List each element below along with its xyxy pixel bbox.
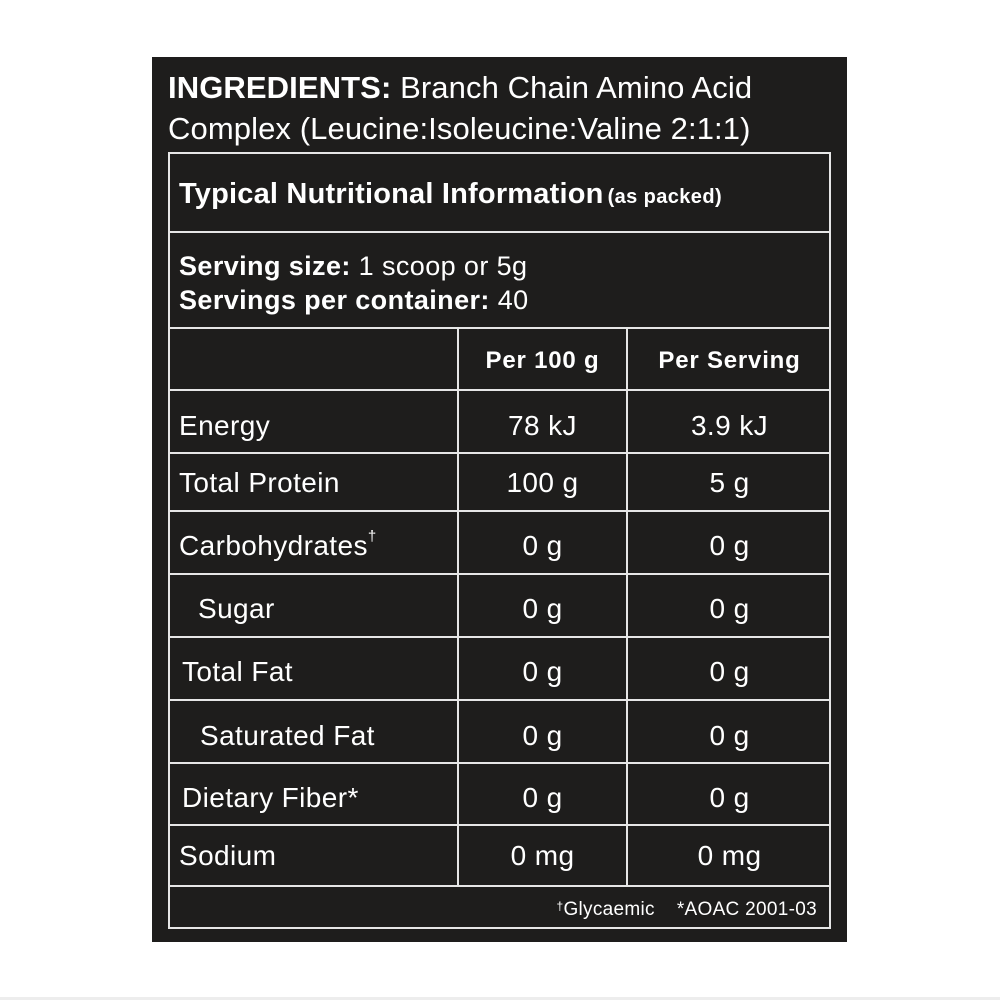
divider-heading — [170, 231, 829, 233]
servings-per-container-line — [179, 283, 529, 317]
footnote-dagger: † — [556, 899, 564, 913]
row-divider — [170, 573, 829, 575]
column-header-per-100g: Per 100 g — [485, 347, 600, 374]
row-divider — [170, 699, 829, 701]
row-per100-sugar: 0 g — [522, 593, 563, 624]
glycaemic-mark: † — [367, 528, 377, 545]
footnotes — [556, 899, 817, 921]
row-per100-total-fat: 0 g — [522, 656, 563, 687]
divider-column-header — [170, 389, 829, 391]
row-serving-energy: 3.9 kJ — [690, 410, 769, 441]
row-per100-total-protein: 100 g — [506, 467, 579, 498]
row-per100-sodium: 0 mg — [510, 840, 575, 871]
row-divider — [170, 824, 829, 826]
row-serving-total-protein: 5 g — [709, 467, 750, 498]
footnote-glycaemic: Glycaemic — [563, 899, 655, 920]
servings-per-container-value: 40 — [489, 285, 529, 315]
row-serving-sodium: 0 mg — [697, 840, 762, 871]
servings-per-container-label: Servings per container: — [179, 285, 490, 315]
row-divider — [170, 452, 829, 454]
serving-info — [179, 249, 529, 317]
nutrition-label — [152, 57, 847, 942]
row-name-sodium: Sodium — [179, 840, 277, 871]
row-per100-dietary-fiber: 0 g — [522, 782, 563, 813]
row-serving-sugar: 0 g — [709, 593, 750, 624]
row-divider — [170, 762, 829, 764]
serving-size-value: 1 scoop or 5g — [350, 251, 528, 281]
serving-size-line — [179, 249, 529, 283]
panel-heading-note: (as packed) — [607, 186, 723, 208]
ingredients-title: INGREDIENTS: — [168, 70, 392, 105]
ingredients-statement — [168, 67, 838, 149]
row-per100-saturated-fat: 0 g — [522, 720, 563, 751]
ingredients-text: Branch Chain Amino Acid Complex (Leucine:Isoleucine:Valine 2:1:1) — [168, 70, 753, 146]
row-name-carbohydrates — [179, 530, 377, 562]
row-divider — [170, 636, 829, 638]
divider-serving — [170, 327, 829, 329]
row-divider — [170, 510, 829, 512]
row-serving-carbohydrates: 0 g — [709, 530, 750, 561]
row-name-carbohydrates-text: Carbohydrates — [179, 530, 368, 561]
panel-heading-title: Typical Nutritional Information — [179, 178, 604, 210]
serving-size-label: Serving size: — [179, 251, 351, 281]
row-serving-saturated-fat: 0 g — [709, 720, 750, 751]
nutrition-panel — [168, 152, 831, 929]
row-per100-energy: 78 kJ — [508, 410, 577, 441]
row-serving-total-fat: 0 g — [709, 656, 750, 687]
row-name-energy: Energy — [179, 410, 271, 441]
row-name-saturated-fat: Saturated Fat — [200, 720, 375, 751]
footnote-aoac: *AOAC 2001-03 — [676, 899, 817, 920]
row-serving-dietary-fiber: 0 g — [709, 782, 750, 813]
panel-heading — [179, 178, 722, 211]
row-name-total-fat: Total Fat — [182, 656, 293, 687]
row-divider — [170, 885, 829, 887]
row-per100-carbohydrates: 0 g — [522, 530, 563, 561]
column-header-per-serving: Per Serving — [658, 347, 801, 374]
row-name-sugar: Sugar — [198, 593, 275, 624]
row-name-total-protein: Total Protein — [179, 467, 340, 498]
row-name-dietary-fiber: Dietary Fiber* — [182, 782, 359, 813]
